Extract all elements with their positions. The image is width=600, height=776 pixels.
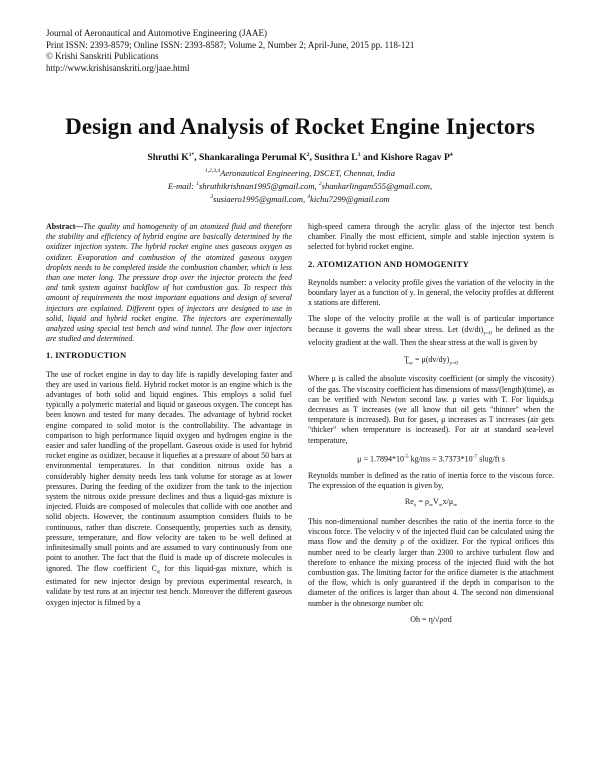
- intro-paragraph: The use of rocket engine in day to day life is rapidly developing faster and they are used in various field. Hybrid rocket motor is an engine which is the advantages of both solid and liquid engines. This employs a solid fuel typically a polymeric material and liquid or gaseous oxygen. The concept has been known and tested for many decades. The advantage of hybrid rocket engine compared to solid motor is the controllability. The advantage in comparison to high performance liquid oxygen and hydrogen engine is the easier and safer handling of the propellant. Gaseous oxide is used for hybrid rocket engine as oxidizer, because it liquefies at a pressure of about 50 bars at environmental temperatures. In that condition nitrous oxide has a considerably higher density needs less tank volume for storage as at lower pressures. During the feeding of the oxidizer from the tank to the injection system the nitrous oxide pressure declines and thus a liquid-gas mixture is injected. Fluids are composed of molecules that collide with one another and solid objects. However, the continuum assumption considers fluids to be continuous, rather than discrete. Consequently, properties such as density, pressure, temperature, and flow velocity are taken to be well defined at infinitesimally small points and are assumed to vary continuously from one point to another. The fact that the fluid is made up of discrete molecules is ignored. The flow coefficient $C_d$ for this liquid-gas mixture, which is estimated for new injector design by previous experimental research, is validate by test runs at an injector test bench. Moreover the different gaseous oxygen injector is filmed by a: [46, 369, 292, 607]
- section-heading-introduction: 1. INTRODUCTION: [46, 350, 127, 361]
- equation-shear-stress: $Ʈ_w = \mu(dv/dy)_{y=0}$: [404, 354, 458, 367]
- email-4[interactable]: kichu7299@gmail.com: [310, 193, 390, 204]
- journal-name: Journal of Aeronautical and Automotive Engineering (JAAE): [46, 28, 267, 38]
- nondimensional-paragraph: This non-dimensional number describes the ratio of the inertia force to the viscous force. The velocity v of the injected fluid can be calculated using the mass flow and the density ρ of the oxidizer. For the typical orifices this number need to be clearly larger than 2300 to archive turbulent flow and therefore to enhance the mixing process of the injected fluid with the hot combustion gas. The limiting factor for the orifice diameter is the attachment of the flow, which is only guaranteed if the depth in comparison to the diameter of the orifices is larger than about 4. The second non dimensional number is the ohnesorge number oh:: [308, 516, 554, 608]
- slope-paragraph: The slope of the velocity profile at the wall is of particular importance because it governs the wall shear stress. Let $(dv/dt)_{y=0}$ be defined as the velocity gradient at the wall. Then the shear stress at the wall is given by: [308, 314, 554, 348]
- reynolds-paragraph: Reynolds number: a velocity profile gives the variation of the velocity in the boundary layer as a function of y. In general, the velocity profiles at different x stations are different.: [308, 277, 554, 308]
- abstract: [46, 222, 292, 344]
- equation-viscosity: $\mu = 1.7894*10^{-5}$ $kg/ms = 3.7373*10^{-7}$ slug/ft s: [357, 453, 505, 464]
- right-column: [308, 222, 554, 631]
- author-4: Kishore Ragav P: [380, 152, 450, 164]
- author-2: Shankaralinga Perumal K: [199, 152, 307, 164]
- issn-line: Print ISSN: 2393-8579; Online ISSN: 2393-8587; Volume 2, Number 2; April-June, 2015 pp. 118-121: [46, 39, 415, 50]
- author-list: Shruthi $K^{1*}$, Shankaralinga Perumal $K^2$, Susithra $L^3$ and Kishore Ragav $P^4$: [147, 152, 453, 164]
- left-column: [46, 222, 292, 614]
- equation-reynolds: $Re_x = \rho_\infty V_\infty x/\mu_\infty$: [404, 497, 458, 509]
- email-2[interactable]: shankarlingam555@gmail.com,: [321, 180, 433, 191]
- journal-url[interactable]: http://www.krishisanskriti.org/jaae.html: [46, 62, 190, 73]
- email-1[interactable]: shruthikrishnan1995@gmail.com,: [198, 180, 319, 191]
- affiliation-block: $^{1,2,3,4}$Aeronautical Engineering, DSCET, Chennai, India E-mail: $^1$shruthikrishnan1995@gmail.com, $^2$shankarlingam555@gmail.com, $^3$susiaero1995@gmail.com, $^4$kichu7299@gmail.com: [167, 167, 433, 204]
- viscosity-paragraph: Where μ is called the absolute viscosity coefficient (or simply the viscosity) of the gas. The viscosity coefficient has dimensions of mass/(length)(time), as can be verified with Newton second law. μ varies with T. For liquids,μ decreases as T increases (we all know that oil gets "thinner" when the temperature is increased). But for gases, μ increases as T increases (air gets "thicker" when temperature is increased). For air at standard sea-level temperature,: [308, 374, 555, 445]
- paper-title: Design and Analysis of Rocket Engine Injectors: [65, 114, 535, 139]
- affiliation-dept: Aeronautical Engineering, DSCET, Chennai, India: [220, 167, 396, 178]
- equation-ohnesorge: Oh = η/√ρσd: [410, 614, 452, 624]
- publisher-line: © Krishi Sanskriti Publications: [46, 51, 159, 62]
- intro-paragraph-continued: high-speed camera through the acrylic glass of the injector test bench chamber. Finally the most efficient, simple and stable injection system is selected for hybrid rocket engine.: [308, 222, 554, 252]
- abstract-label: Abstract—: [46, 222, 84, 231]
- section-heading-atomization: 2. ATOMIZATION AND HOMOGENITY: [308, 258, 469, 269]
- reynolds-definition-paragraph: Reynolds number is defined as the ratio of inertia force to the viscous force. The expression of the equation is given by,: [308, 470, 554, 490]
- author-3: Susithra L: [314, 152, 358, 164]
- abstract-text: The quality and homogeneity of an atomized fluid and therefore the stability and efficiency of hybrid engine are basically determined by the oxidizer injection system. The hybrid rocket engine uses gaseous oxygen as oxidizer. Evaporation and combustion of the atomized gaseous oxygen droplets needs to be completed inside the combustion chamber, which is less than one meter long. The pressure drop over the injector protects the feed and tank system against backflow of hot combustion gas. To respect this amount of requirements the most important equations and design of several injectors are explained. Different types of injectors are designed to use in solid, liquid and hybrid rocket engine. The injectors are experimentally analyzed using special test bench and wind tunnel. The flow over injectors are studied and determined.: [46, 222, 292, 344]
- author-1: Shruthi K: [147, 152, 189, 164]
- email-3[interactable]: susiaero1995@gmail.com,: [213, 193, 308, 204]
- journal-header: [46, 28, 414, 74]
